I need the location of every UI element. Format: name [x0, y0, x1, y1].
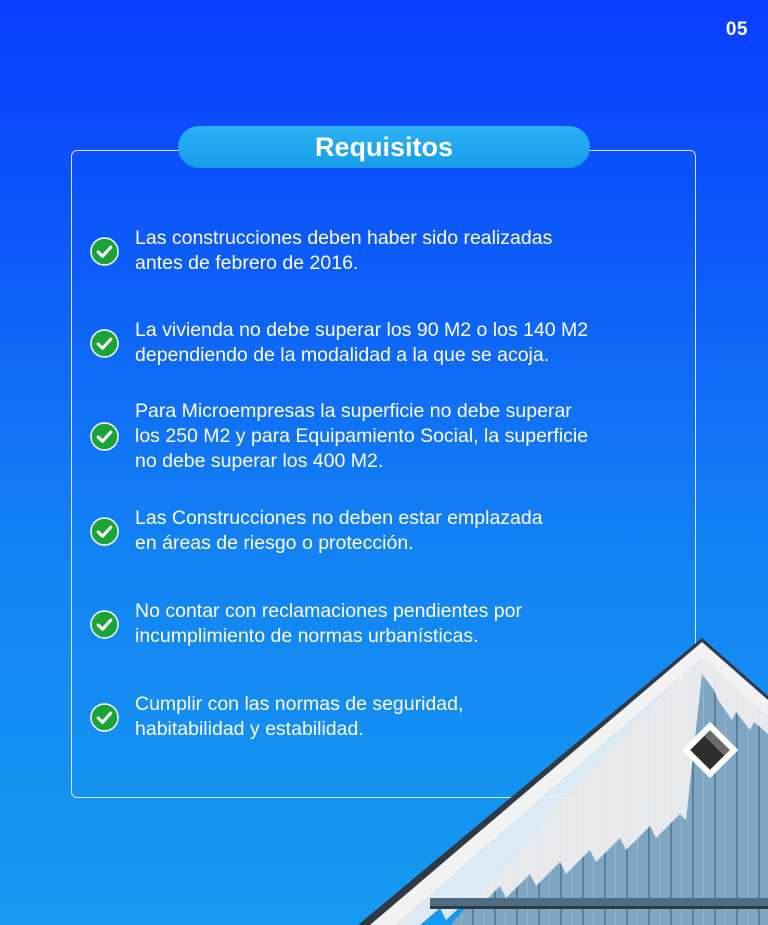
requirement-text: Las Construcciones no deben estar emplazada en áreas de riesgo o protección. — [135, 507, 543, 554]
requirement-item — [90, 318, 650, 368]
check-circle-icon — [90, 517, 119, 546]
title-pill: Requisitos — [178, 126, 590, 168]
requirement-text: La vivienda no debe superar los 90 M2 o los 140 M2 dependiendo de la modalidad a la que se acoja. — [135, 319, 589, 366]
house-gable-illustration — [340, 630, 768, 925]
requirement-text: No contar con reclamaciones pendientes por incumplimiento de normas urbanísticas. — [135, 600, 522, 647]
requirement-text: Cumplir con las normas de seguridad, habitabilidad y estabilidad. — [135, 693, 464, 740]
check-circle-icon — [90, 610, 119, 639]
requirement-text: Para Microempresas la superficie no debe superar los 250 M2 y para Equipamiento Social, la superficie no debe superar los 400 M2. — [135, 400, 589, 472]
check-circle-icon — [90, 237, 119, 266]
check-circle-icon — [90, 329, 119, 358]
check-circle-icon — [90, 703, 119, 732]
requirement-item — [90, 226, 650, 276]
requirement-item — [90, 399, 650, 474]
check-circle-icon — [90, 422, 119, 451]
page-number: 05 — [725, 19, 748, 40]
requirement-item — [90, 506, 650, 556]
requirement-text: Las construcciones deben haber sido realizadas antes de febrero de 2016. — [135, 227, 553, 274]
